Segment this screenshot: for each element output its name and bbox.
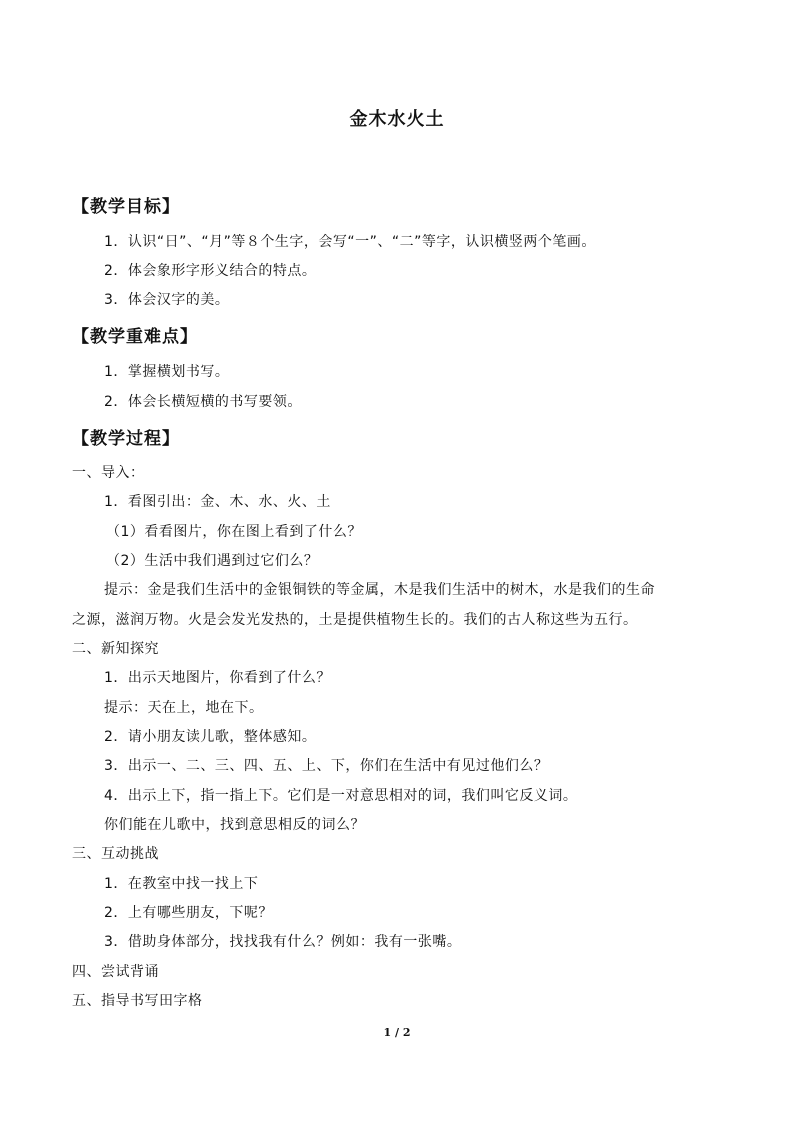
process-line: 1．在教室中找一找上下 [104, 876, 259, 892]
process-line: 2．请小朋友读儿歌，整体感知。 [104, 729, 317, 745]
heading-key-points: 【教学重难点】 [72, 327, 198, 347]
objective-item: 1．认识“日”、“月”等８个生字，会写“一”、“二”等字，认识横竖两个笔画。 [104, 234, 596, 250]
process-line: 3．出示一、二、三、四、五、上、下，你们在生活中有见过他们么？ [104, 758, 549, 774]
process-line: 3．借助身体部分，找找我有什么？例如：我有一张嘴。 [104, 934, 462, 950]
objective-item: 2．体会象形字形义结合的特点。 [104, 263, 317, 279]
process-section-title: 一、导入： [72, 465, 145, 481]
page-title: 金木水火土 [349, 109, 445, 130]
page-number: 1 / 2 [383, 1026, 411, 1039]
process-line: 之源，滋润万物。火是会发光发热的，土是提供植物生长的。我们的古人称这些为五行。 [72, 612, 638, 628]
process-line: 1．看图引出：金、木、水、火、土 [104, 494, 331, 510]
process-line: 1．出示天地图片，你看到了什么？ [104, 670, 331, 686]
process-line: 提示：天在上，地在下。 [104, 700, 264, 716]
process-line: 你们能在儿歌中，找到意思相反的词么？ [104, 817, 365, 833]
process-line: （2）生活中我们遇到过它们么？ [106, 553, 319, 569]
key-point-item: 1．掌握横划书写。 [104, 364, 230, 380]
process-line: 提示：金是我们生活中的金银铜铁的等金属，木是我们生活中的树木，水是我们的生命 [104, 582, 655, 598]
heading-process: 【教学过程】 [72, 429, 180, 449]
process-section-title: 三、互动挑战 [72, 846, 159, 862]
objective-item: 3．体会汉字的美。 [104, 292, 230, 308]
process-section-title: 五、指导书写田字格 [72, 993, 203, 1009]
key-point-item: 2．体会长横短横的书写要领。 [104, 394, 302, 410]
heading-objectives: 【教学目标】 [72, 197, 180, 217]
process-section-title: 二、新知探究 [72, 641, 159, 657]
process-section-title: 四、尝试背诵 [72, 964, 159, 980]
process-line: （1）看看图片，你在图上看到了什么？ [106, 524, 362, 540]
process-line: 2．上有哪些朋友，下呢？ [104, 905, 273, 921]
process-line: 4．出示上下，指一指上下。它们是一对意思相对的词，我们叫它反义词。 [104, 788, 578, 804]
